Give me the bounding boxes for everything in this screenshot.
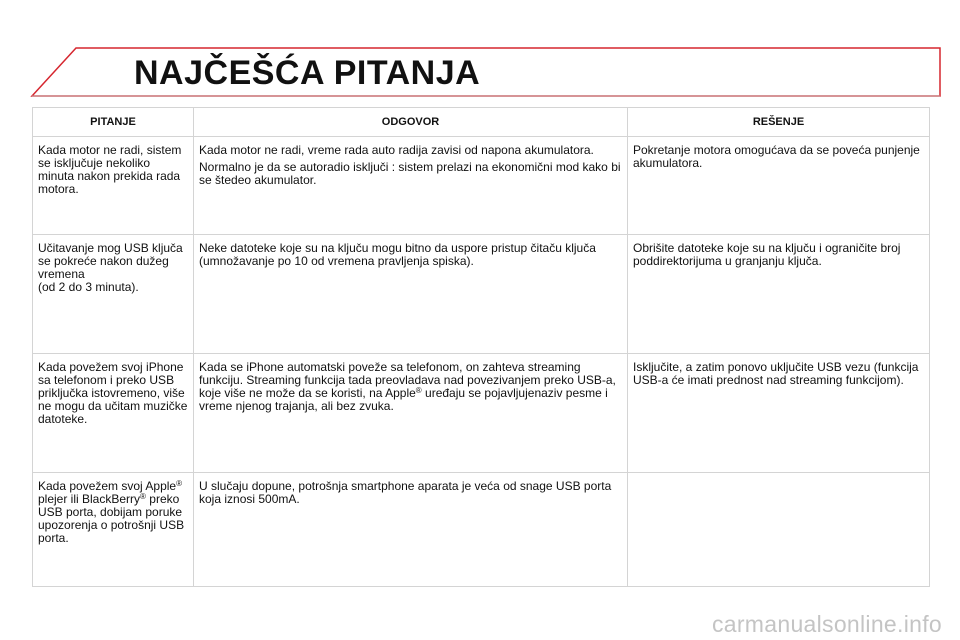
answer-cell (194, 473, 628, 587)
question-text: Kada povežem svoj iPhone sa telefonom i preko USB priključka istovremeno, više ne mogu da učitam muzičke datoteke. (38, 360, 188, 426)
answer-text: Neke datoteke koje su na ključu mogu bitno da uspore pristup čitaču ključa (umnožavanje po 10 od vremena pravljenja spiska). (199, 241, 596, 268)
question-text-detail: (od 2 do 3 minuta). (38, 280, 139, 294)
column-header-solution: REŠENJE (628, 108, 930, 137)
column-header-question: PITANJE (33, 108, 194, 137)
question-cell (33, 354, 194, 473)
solution-cell (628, 473, 930, 587)
table-row (33, 473, 930, 587)
question-text-part: Kada povežem svoj Apple (38, 479, 177, 493)
solution-cell (628, 235, 930, 354)
answer-paragraph: Kada motor ne radi, vreme rada auto radija zavisi od napona akumulatora. (199, 143, 594, 157)
watermark: carmanualsonline.info (711, 611, 942, 637)
answer-cell (194, 354, 628, 473)
solution-cell (628, 137, 930, 235)
question-text-part: plejer ili BlackBerry (38, 492, 141, 506)
question-text-part: preko USB porta, dobijam poruke upozorenja o potrošnji USB porta. (38, 492, 185, 545)
registered-mark: ® (415, 386, 422, 395)
solution-text: Pokretanje motora omogućava da se poveća punjenje akumulatora. (633, 143, 920, 170)
registered-mark: ® (140, 492, 146, 501)
table-row (33, 235, 930, 354)
table-row (33, 137, 930, 235)
answer-text-start: Kada se iPhone automatski poveže sa telefonom, on zahteva streaming funkciju. Streaming funkcija tada preovladava nad povezivanjem preko USB-a, koje više ne može da se koristi, na Apple (199, 360, 616, 400)
solution-cell (628, 354, 930, 473)
question-cell (33, 473, 194, 587)
question-cell (33, 235, 194, 354)
answer-paragraph: Normalno je da se autoradio isključi : sistem prelazi na ekonomični mod kako bi se štedeo akumulator. (199, 160, 621, 187)
question-text: Kada motor ne radi, sistem se isključuje nekoliko minuta nakon prekida rada motora. (38, 143, 182, 196)
solution-text: Isključite, a zatim ponovo uključite USB vezu (funkcija USB-a će imati prednost nad streaming funkcijom). (633, 360, 919, 387)
table-row (33, 354, 930, 473)
table-header-row (33, 108, 930, 137)
faq-table (32, 107, 930, 587)
answer-text: U slučaju dopune, potrošnja smartphone aparata je veća od snage USB porta koja iznosi 500mA. (199, 479, 612, 506)
solution-text: Obrišite datoteke koje su na ključu i ograničite broj poddirektorijuma u granjanju ključa. (633, 241, 901, 268)
column-header-answer: ODGOVOR (194, 108, 628, 137)
answer-cell (194, 137, 628, 235)
answer-text-end: uređaju se pojavljujenaziv pesme i vreme njenog trajanja, ali bez zvuka. (199, 386, 608, 413)
registered-mark: ® (176, 479, 182, 488)
page-title: NAJČEŠĆA PITANJA (134, 54, 481, 92)
question-cell (33, 137, 194, 235)
answer-cell (194, 235, 628, 354)
question-text: Učitavanje mog USB ključa se pokreće nakon dužeg vremena (38, 241, 183, 281)
